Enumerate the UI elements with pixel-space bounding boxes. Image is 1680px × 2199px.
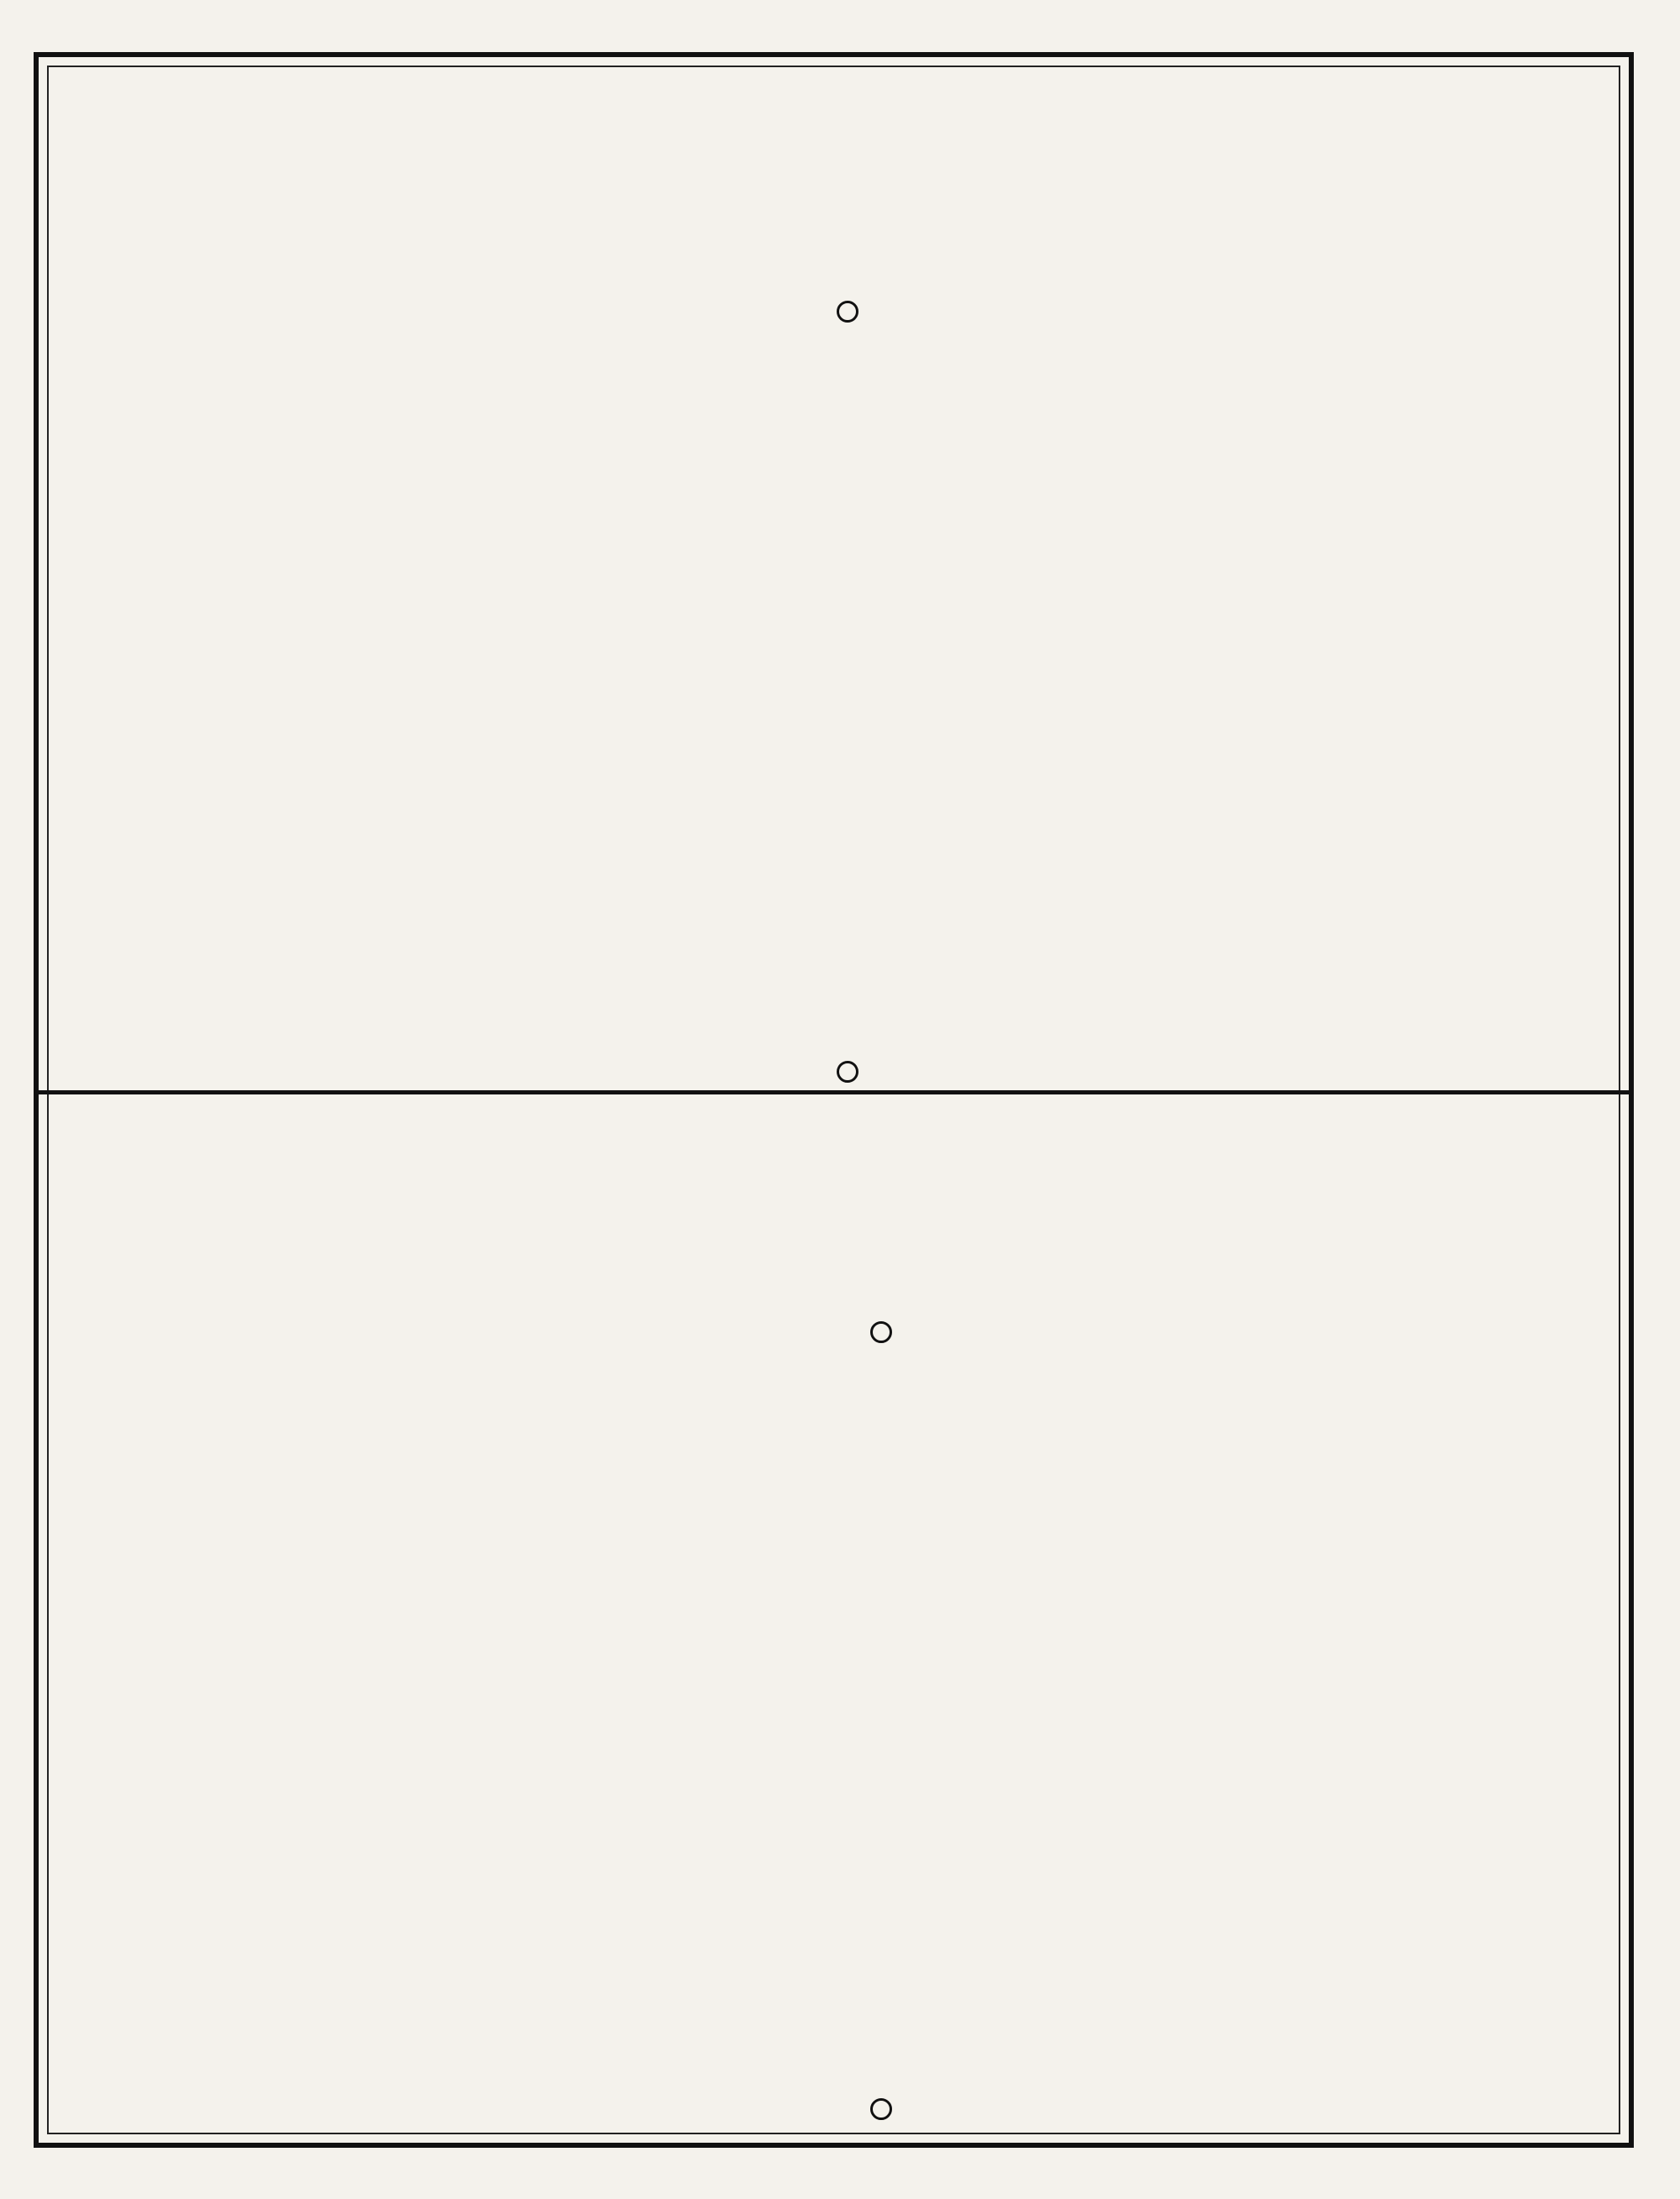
page-frame	[34, 52, 1634, 2148]
circle-mark-icon	[837, 301, 858, 323]
top-panel	[39, 57, 1629, 1090]
bottom-panel	[39, 1094, 1629, 2144]
circle-mark-icon	[870, 1321, 892, 1343]
circle-mark-icon	[870, 2098, 892, 2120]
circle-mark-icon	[837, 1061, 858, 1083]
top-header	[627, 158, 1349, 208]
bottom-header	[627, 1254, 1349, 1304]
